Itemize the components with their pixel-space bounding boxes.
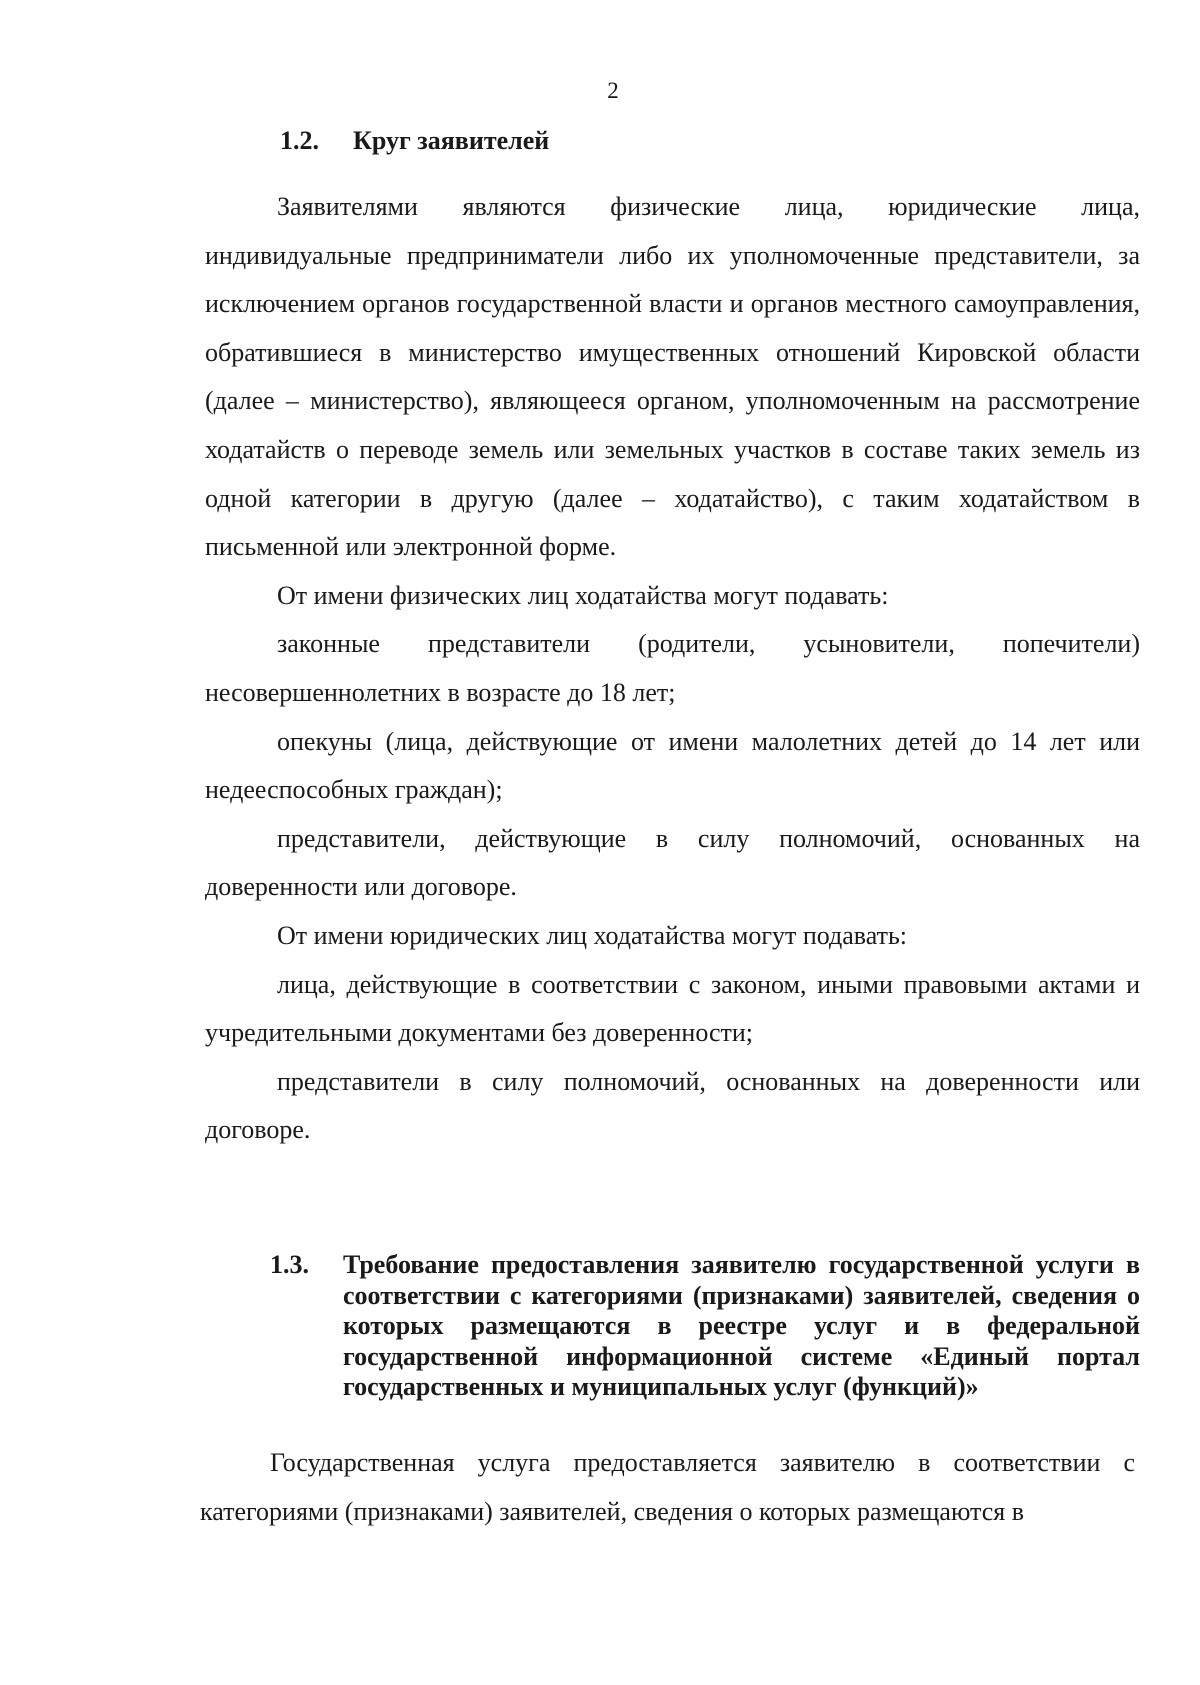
section-title: Требование предоставления заявителю государственной услуги в соответствии с категориями (признаками) заявителей, сведения о которых размещаются в реестре услуг и в федеральной государственной информационной системе «Единый портал государственных и муниципальных услуг (функций)» [343, 1250, 1140, 1401]
section-title: Круг заявителей [353, 126, 550, 155]
section-number: 1.2. [280, 126, 319, 155]
paragraph: Государственная услуга предоставляется заявителю в соответствии с категориями (признаками) заявителей, сведения о которых размещаются в [200, 1448, 1135, 1526]
paragraph: опекуны (лица, действующие от имени малолетних детей до 14 лет или недееспособных граждан); [205, 726, 1140, 805]
paragraph: Заявителями являются физические лица, юридические лица, индивидуальные предприниматели либо их уполномоченные представители, за исключением органов государственной власти и органов местного самоуправления, обратившиеся в министерство имущественных отношений Кировской области (далее – министерство), являющееся органом, уполномоченным на рассмотрение ходатайств о переводе земель или земельных участков в составе таких земель из одной категории в другую (далее – ходатайство), с таким ходатайством в письменной или электронной форме. [205, 192, 1140, 562]
section-heading-1-2 [280, 126, 549, 156]
section-number: 1.3. [270, 1250, 309, 1279]
paragraph: представители, действующие в силу полномочий, основанных на доверенности или договоре. [205, 823, 1140, 902]
paragraph: представители в силу полномочий, основанных на доверенности или договоре. [205, 1066, 1140, 1145]
page-number: 2 [607, 78, 619, 103]
section-body-1-2 [205, 183, 1140, 1155]
section-heading-1-3 [270, 1250, 1140, 1403]
paragraph: От имени юридических лиц ходатайства могут подавать: [277, 920, 908, 950]
section-body-1-3 [200, 1438, 1135, 1536]
paragraph: От имени физических лиц ходатайства могут подавать: [277, 580, 889, 610]
paragraph: лица, действующие в соответствии с законом, иными правовыми актами и учредительными документами без доверенности; [205, 969, 1140, 1048]
paragraph: законные представители (родители, усыновители, попечители) несовершеннолетних в возрасте до 18 лет; [205, 629, 1140, 707]
